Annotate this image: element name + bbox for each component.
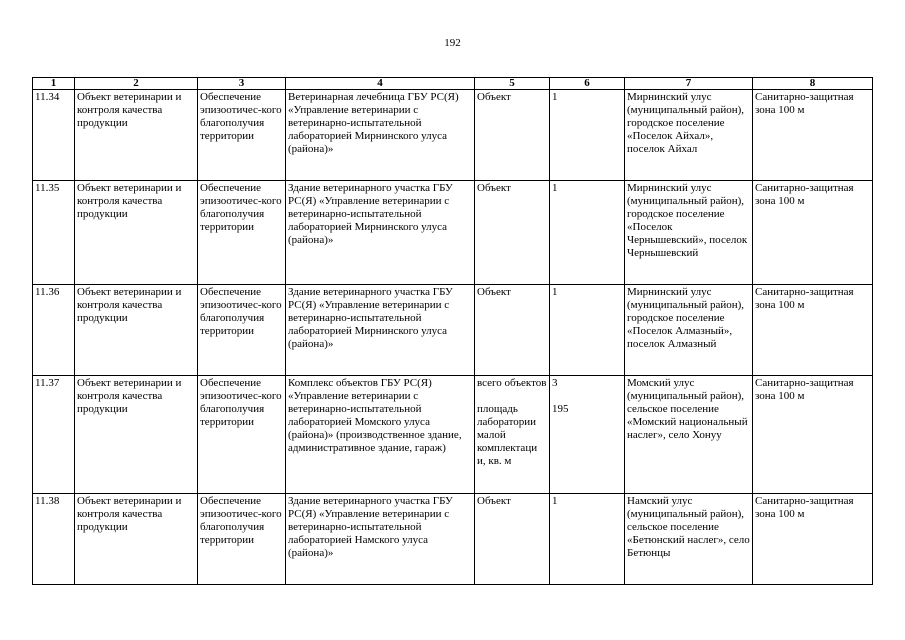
zone: Санитарно-защитная зона 100 м — [753, 494, 873, 585]
unit: всего объектов — [477, 377, 547, 389]
object-name: Комплекс объектов ГБУ РС(Я) «Управление ветеринарии с ветеринарно-испытательной лабораторией Момского улуса (района)» (производственное здание, административное здание, гараж) — [286, 376, 475, 494]
header-row — [33, 78, 873, 90]
row-number: 11.37 — [33, 376, 75, 494]
location: Мирнинский улус (муниципальный район), городское поселение «Поселок Чернышевский», поселок Чернышевский — [625, 181, 753, 285]
object-name: Здание ветеринарного участка ГБУ РС(Я) «Управление ветеринарии с ветеринарно-испытательной лабораторией Мирнинского улуса (района)» — [286, 181, 475, 285]
object-type: Объект ветеринарии и контроля качества продукции — [75, 285, 198, 376]
value: 1 — [550, 285, 625, 376]
object-name: Ветеринарная лечебница ГБУ РС(Я) «Управление ветеринарии с ветеринарно-испытательной лабораторией Мирнинского улуса (района)» — [286, 90, 475, 181]
table-row — [33, 376, 873, 494]
object-type: Объект ветеринарии и контроля качества продукции — [75, 90, 198, 181]
row-number: 11.34 — [33, 90, 75, 181]
value-cell — [550, 376, 625, 494]
object-type: Объект ветеринарии и контроля качества продукции — [75, 494, 198, 585]
col-header-2: 2 — [75, 78, 198, 90]
col-header-4: 4 — [286, 78, 475, 90]
location: Мирнинский улус (муниципальный район), городское поселение «Поселок Алмазный», поселок Алмазный — [625, 285, 753, 376]
zone: Санитарно-защитная зона 100 м — [753, 181, 873, 285]
value: 1 — [550, 494, 625, 585]
unit: Объект — [475, 494, 550, 585]
value: 1 — [550, 90, 625, 181]
col-header-3: 3 — [198, 78, 286, 90]
unit-secondary: площадь лаборатории малой комплектаци и, кв. м — [477, 403, 538, 467]
zone: Санитарно-защитная зона 100 м — [753, 376, 873, 494]
page-number: 192 — [444, 37, 461, 49]
table-row — [33, 90, 873, 181]
col-header-6: 6 — [550, 78, 625, 90]
value: 1 — [550, 181, 625, 285]
row-number: 11.35 — [33, 181, 75, 285]
location: Мирнинский улус (муниципальный район), городское поселение «Поселок Айхал», поселок Айхал — [625, 90, 753, 181]
objects-table — [32, 77, 873, 585]
unit: Объект — [475, 181, 550, 285]
col-header-7: 7 — [625, 78, 753, 90]
zone: Санитарно-защитная зона 100 м — [753, 90, 873, 181]
location: Момский улус (муниципальный район), сельское поселение «Момский национальный наслег», село Хонуу — [625, 376, 753, 494]
object-name: Здание ветеринарного участка ГБУ РС(Я) «Управление ветеринарии с ветеринарно-испытательной лабораторией Мирнинского улуса (района)» — [286, 285, 475, 376]
object-type: Объект ветеринарии и контроля качества продукции — [75, 181, 198, 285]
row-number: 11.38 — [33, 494, 75, 585]
col-header-1: 1 — [33, 78, 75, 90]
object-name: Здание ветеринарного участка ГБУ РС(Я) «Управление ветеринарии с ветеринарно-испытательной лабораторией Намского улуса (района)» — [286, 494, 475, 585]
location: Намский улус (муниципальный район), сельское поселение «Бетюнский наслег», село Бетюнцы — [625, 494, 753, 585]
purpose: Обеспечение эпизоотичес-кого благополучия территории — [198, 376, 286, 494]
unit: Объект — [475, 285, 550, 376]
purpose: Обеспечение эпизоотичес-кого благополучия территории — [198, 90, 286, 181]
object-type: Объект ветеринарии и контроля качества продукции — [75, 376, 198, 494]
purpose: Обеспечение эпизоотичес-кого благополучия территории — [198, 285, 286, 376]
purpose: Обеспечение эпизоотичес-кого благополучия территории — [198, 181, 286, 285]
col-header-8: 8 — [753, 78, 873, 90]
value-secondary: 195 — [552, 403, 569, 415]
row-number: 11.36 — [33, 285, 75, 376]
value: 3 — [552, 377, 558, 389]
table-row — [33, 285, 873, 376]
unit-cell — [475, 376, 550, 494]
unit: Объект — [475, 90, 550, 181]
zone: Санитарно-защитная зона 100 м — [753, 285, 873, 376]
table-row — [33, 181, 873, 285]
col-header-5: 5 — [475, 78, 550, 90]
purpose: Обеспечение эпизоотичес-кого благополучия территории — [198, 494, 286, 585]
table-row — [33, 494, 873, 585]
